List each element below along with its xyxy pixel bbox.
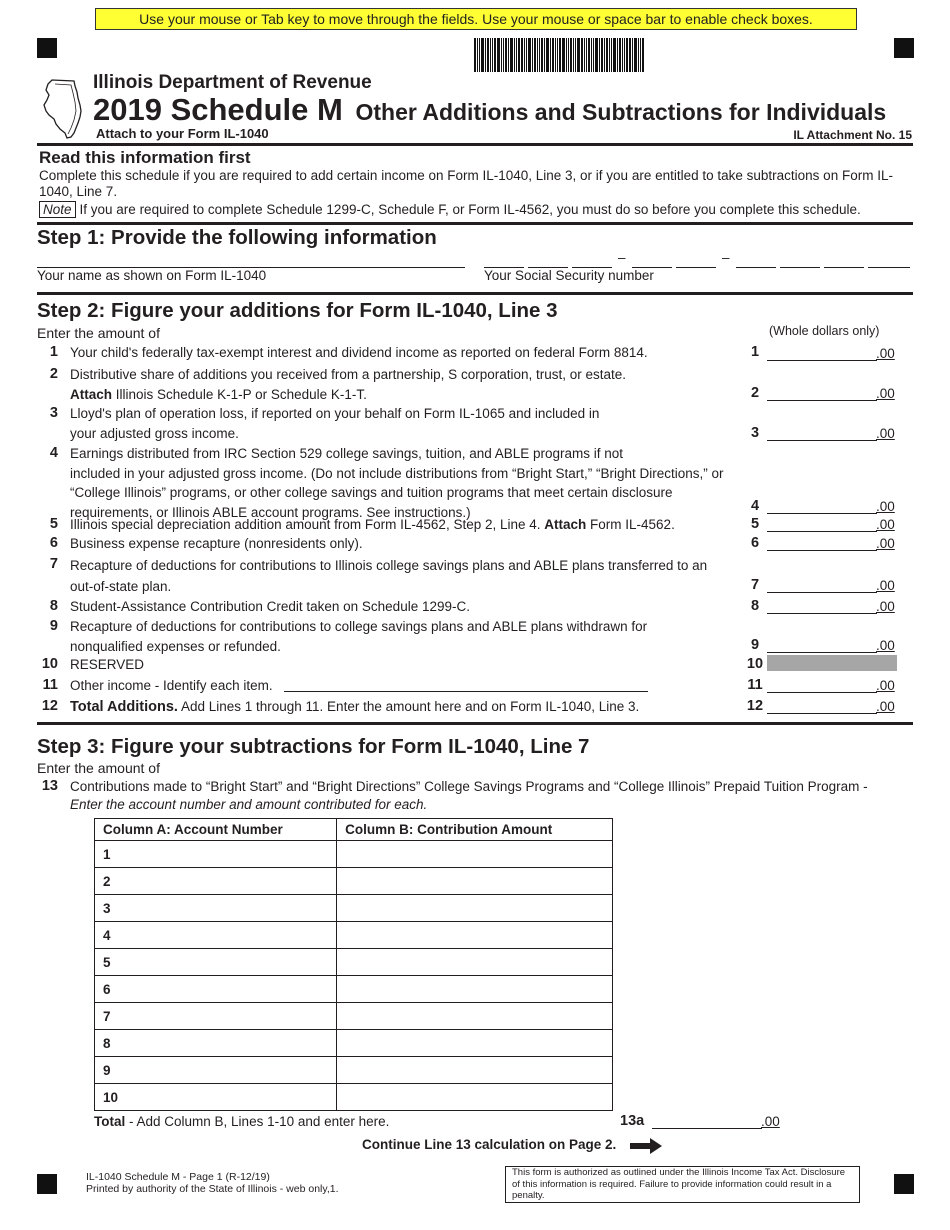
barcode-bar — [521, 38, 523, 72]
line-2-cents: .00 — [876, 386, 895, 401]
name-field[interactable] — [37, 252, 465, 268]
barcode-bar — [477, 38, 478, 72]
line-5-cents: .00 — [876, 517, 895, 532]
line-12-number: 12 — [41, 698, 58, 714]
table-row[interactable] — [95, 868, 613, 895]
table-row[interactable] — [95, 1057, 613, 1084]
line-1-cents: .00 — [876, 346, 895, 361]
barcode-bar — [485, 38, 486, 72]
line-13a-amount[interactable] — [652, 1113, 762, 1129]
line-2-text-b-rest: Illinois Schedule K-1-P or Schedule K-1-T. — [112, 386, 367, 402]
line-7-cents: .00 — [876, 578, 895, 593]
form-title-main: 2019 Schedule M — [93, 92, 343, 127]
line-9-cents: .00 — [876, 638, 895, 653]
line-13-number: 13 — [41, 778, 58, 794]
ssn-digit-5[interactable] — [676, 252, 716, 268]
line-8-right-number: 8 — [750, 598, 760, 614]
account-number-cell[interactable]: 9 — [95, 1057, 337, 1084]
barcode-bar — [555, 38, 556, 72]
barcode-bar — [624, 38, 625, 72]
table-row[interactable] — [95, 841, 613, 868]
account-number-cell[interactable]: 5 — [95, 949, 337, 976]
barcode-bar — [575, 38, 576, 72]
contribution-amount-cell[interactable] — [337, 868, 613, 895]
footer-form-id — [86, 1171, 339, 1195]
line-9-text — [70, 617, 750, 656]
line-8-cents: .00 — [876, 599, 895, 614]
line-6-amount[interactable] — [767, 535, 877, 551]
table-row[interactable] — [95, 949, 613, 976]
line-4-cents: .00 — [876, 499, 895, 514]
line-9-right-number: 9 — [750, 637, 760, 653]
line-12-right-number: 12 — [746, 698, 764, 714]
corner-mark-top-left — [37, 38, 57, 58]
account-number-cell[interactable]: 2 — [95, 868, 337, 895]
barcode-bar — [494, 38, 496, 72]
barcode-bar — [586, 38, 587, 72]
line-5-text — [70, 515, 750, 535]
line-9-text-b: nonqualified expenses or refunded. — [70, 638, 281, 654]
line-4-number: 4 — [49, 445, 58, 461]
barcode-bar — [577, 38, 580, 72]
corner-mark-bottom-right — [894, 1174, 914, 1194]
barcode-bar — [613, 38, 616, 72]
line-11-number: 11 — [42, 677, 58, 693]
line-12-total-bold: Total Additions. — [70, 699, 178, 715]
barcode-bar — [516, 38, 517, 72]
header-rule — [37, 143, 913, 146]
whole-dollars-label: (Whole dollars only) — [769, 324, 880, 338]
line-8-number: 8 — [49, 598, 58, 614]
line-5-attach-bold: Attach — [544, 517, 587, 532]
ssn-field[interactable] — [484, 252, 910, 268]
column-b-header: Column B: Contribution Amount — [337, 819, 613, 841]
line-3-text-b: your adjusted gross income. — [70, 425, 239, 441]
line-13-text-main: Contributions made to “Bright Start” and “Bright Directions” College Savings Programs and “College Illinois” Prepaid Tuition Program - — [70, 779, 868, 794]
line-11-identify-field[interactable] — [284, 676, 648, 692]
barcode-bar — [552, 38, 554, 72]
barcode-bar — [584, 38, 585, 72]
table-row[interactable] — [95, 922, 613, 949]
line-9-amount[interactable] — [767, 637, 877, 653]
contribution-amount-cell[interactable] — [337, 1084, 613, 1111]
line-11-amount[interactable] — [767, 677, 877, 693]
line-7-right-number: 7 — [750, 577, 760, 593]
barcode-bar — [541, 38, 543, 72]
line-4-text — [70, 444, 760, 522]
line-2-amount[interactable] — [767, 385, 877, 401]
line-6-right-number: 6 — [750, 535, 760, 551]
barcode-bar — [524, 38, 525, 72]
line-5-text-a: Illinois special depreciation addition amount from Form IL-4562, Step 2, Line 4. — [70, 517, 545, 532]
barcode-bar — [642, 38, 644, 72]
footer-form-number: IL-1040 Schedule M - Page 1 (R-12/19) — [86, 1171, 270, 1183]
arrow-right-icon — [630, 1138, 662, 1154]
barcode-bar — [546, 38, 549, 72]
barcode-bar — [581, 38, 583, 72]
contribution-amount-cell[interactable] — [337, 1003, 613, 1030]
line-2-attach-bold: Attach — [70, 386, 113, 402]
line-5-number: 5 — [49, 516, 58, 532]
ssn-digit-2[interactable] — [528, 252, 568, 268]
column-a-header: Column A: Account Number — [95, 819, 337, 841]
barcode-bar — [593, 38, 594, 72]
line-5-right-number: 5 — [750, 516, 760, 532]
instruction-banner: Use your mouse or Tab key to move through the fields. Use your mouse or space bar to enable check boxes. — [95, 8, 857, 30]
ssn-digit-3[interactable] — [572, 252, 612, 268]
barcode-bar — [640, 38, 641, 72]
line-2-right-number: 2 — [750, 385, 760, 401]
table-row[interactable] — [95, 1030, 613, 1057]
barcode-bar — [481, 38, 484, 72]
barcode-bar — [479, 38, 480, 72]
line-12-text-rest: Add Lines 1 through 11. Enter the amount here and on Form IL-1040, Line 3. — [177, 699, 640, 714]
barcode-bar — [497, 38, 500, 72]
barcode-bar — [559, 38, 561, 72]
total-text: - Add Column B, Lines 1-10 and enter here. — [125, 1114, 390, 1129]
barcode-bar — [609, 38, 610, 72]
line-5-text-b: Form IL-4562. — [586, 517, 675, 532]
line-10-right-number: 10 — [746, 656, 764, 672]
ssn-digit-1[interactable] — [484, 252, 524, 268]
step1-rule — [37, 222, 913, 225]
line-6-number: 6 — [49, 535, 58, 551]
line-9-text-a: Recapture of deductions for contributions to college savings plans and ABLE plans withdrawn for — [70, 619, 648, 634]
barcode-bar — [508, 38, 509, 72]
line-1-right-number: 1 — [750, 344, 760, 360]
barcode-bar — [604, 38, 605, 72]
line-7-text-a: Recapture of deductions for contributions to Illinois college savings plans and ABLE plans transferred to an — [70, 558, 708, 573]
ssn-digit-8[interactable] — [824, 252, 864, 268]
account-number-cell[interactable]: 10 — [95, 1084, 337, 1111]
continue-note: Continue Line 13 calculation on Page 2. — [362, 1137, 617, 1152]
line-12-cents: .00 — [876, 699, 895, 714]
barcode-bar — [474, 38, 476, 72]
barcode-bar — [629, 38, 631, 72]
line-10-number: 10 — [41, 656, 58, 672]
barcode-bar — [617, 38, 618, 72]
barcode-bar — [537, 38, 538, 72]
read-first-text: Complete this schedule if you are required to add certain income on Form IL-1040, Line 3, or if you are entitled to take subtractions on Form IL-1040, Line 7. — [39, 168, 893, 199]
line-13-instruction: Enter the account number and amount contributed for each. — [70, 796, 428, 812]
barcode-bar — [626, 38, 628, 72]
barcode-bar — [622, 38, 623, 72]
barcode-bar — [611, 38, 612, 72]
line-1-text: Your child's federally tax-exempt interest and dividend income as reported on federal Form 8814. — [70, 345, 648, 360]
barcode-bar — [490, 38, 491, 72]
form-title — [93, 92, 886, 128]
barcode-bar — [606, 38, 608, 72]
line-4-right-number: 4 — [750, 498, 760, 514]
contribution-amount-cell[interactable] — [337, 949, 613, 976]
ssn-dash-2: – — [722, 250, 730, 265]
line-12-amount[interactable] — [767, 698, 877, 714]
barcode-bar — [518, 38, 520, 72]
ssn-label: Your Social Security number — [484, 268, 654, 283]
table-row[interactable] — [95, 895, 613, 922]
contribution-amount-cell[interactable] — [337, 1057, 613, 1084]
barcode-bar — [638, 38, 639, 72]
barcode-bar — [570, 38, 572, 72]
account-number-cell[interactable]: 3 — [95, 895, 337, 922]
barcode-bar — [539, 38, 540, 72]
line-4-text-d: requirements, or Illinois ABLE account programs. See instructions.) — [70, 504, 471, 520]
line-2-text-a: Distributive share of additions you received from a partnership, S corporation, trust, or estate. — [70, 367, 627, 382]
line-3-cents: .00 — [876, 426, 895, 441]
line-7-text-b: out-of-state plan. — [70, 579, 172, 594]
barcode-bar — [487, 38, 489, 72]
step2-rule — [37, 292, 913, 295]
line-3-text-a: Lloyd's plan of operation loss, if reported on your behalf on Form IL-1065 and included in — [70, 406, 600, 421]
barcode-bar — [510, 38, 513, 72]
barcode-bar — [534, 38, 536, 72]
line-6-text: Business expense recapture (nonresidents only). — [70, 536, 363, 551]
line-4-text-b: included in your adjusted gross income. (Do not include distributions from “Bright Start,” “Bright Directions,” or — [70, 465, 724, 481]
barcode-bar — [492, 38, 493, 72]
step3-rule — [37, 722, 913, 725]
barcode-bar — [632, 38, 633, 72]
step1-heading: Step 1: Provide the following information — [37, 226, 437, 249]
line-4-text-a: Earnings distributed from IRC Section 529 college savings, tuition, and ABLE programs if not — [70, 446, 624, 461]
read-first-heading: Read this information first — [39, 148, 251, 167]
barcode-bar — [634, 38, 637, 72]
line-8-amount[interactable] — [767, 598, 877, 614]
step2-heading: Step 2: Figure your additions for Form IL-1040, Line 3 — [37, 299, 558, 322]
line-7-text — [70, 555, 750, 597]
account-number-cell[interactable]: 7 — [95, 1003, 337, 1030]
note-label: Note — [39, 201, 76, 218]
line-12-text — [70, 697, 750, 718]
account-number-cell[interactable]: 8 — [95, 1030, 337, 1057]
corner-mark-top-right — [894, 38, 914, 58]
line-13a-number: 13a — [620, 1113, 645, 1129]
line-1-amount[interactable] — [767, 345, 877, 361]
name-label: Your name as shown on Form IL-1040 — [37, 268, 267, 283]
table-row[interactable] — [95, 1084, 613, 1111]
barcode-bar — [505, 38, 507, 72]
line-11-text: Other income - Identify each item. — [70, 678, 273, 693]
line-2-number: 2 — [49, 366, 58, 382]
line-8-text: Student-Assistance Contribution Credit taken on Schedule 1299-C. — [70, 599, 470, 614]
barcode-bar — [573, 38, 574, 72]
line-3-amount[interactable] — [767, 425, 877, 441]
line-9-number: 9 — [49, 618, 58, 634]
line-13a-cents: .00 — [761, 1114, 780, 1129]
line-11-cents: .00 — [876, 678, 895, 693]
barcode-bar — [562, 38, 565, 72]
barcode — [474, 38, 670, 72]
barcode-bar — [501, 38, 502, 72]
step2-enter-label: Enter the amount of — [37, 325, 160, 341]
ssn-digit-4[interactable] — [632, 252, 672, 268]
account-number-cell[interactable]: 6 — [95, 976, 337, 1003]
line-5-amount[interactable] — [767, 516, 877, 532]
corner-mark-bottom-left — [37, 1174, 57, 1194]
barcode-bar — [601, 38, 603, 72]
barcode-bar — [588, 38, 590, 72]
line-1-number: 1 — [49, 344, 58, 360]
contribution-amount-cell[interactable] — [337, 895, 613, 922]
barcode-bar — [557, 38, 558, 72]
barcode-bar — [503, 38, 504, 72]
agency-name: Illinois Department of Revenue — [93, 72, 372, 93]
disclosure-box: This form is authorized as outlined under the Illinois Income Tax Act. Disclosure of this information is required. Failure to provide information could result in a penalty. — [505, 1166, 860, 1203]
attachment-number: IL Attachment No. 15 — [793, 128, 912, 142]
line-7-number: 7 — [49, 556, 58, 572]
barcode-bar — [544, 38, 545, 72]
table-row[interactable] — [95, 976, 613, 1003]
barcode-bar — [526, 38, 527, 72]
line-10-reserved-shading — [767, 655, 897, 671]
ssn-dash-1: – — [618, 250, 626, 265]
line-6-cents: .00 — [876, 536, 895, 551]
barcode-bar — [528, 38, 531, 72]
line-3-right-number: 3 — [750, 425, 760, 441]
barcode-bar — [568, 38, 569, 72]
footer-printed-by: Printed by authority of the State of Illinois - web only,1. — [86, 1183, 339, 1195]
barcode-bar — [595, 38, 598, 72]
line-11-right-number: 11 — [747, 677, 763, 693]
line-7-amount[interactable] — [767, 577, 877, 593]
barcode-bar — [532, 38, 533, 72]
contribution-table-header — [95, 819, 613, 841]
attach-instruction: Attach to your Form IL-1040 — [96, 126, 269, 141]
line-3-number: 3 — [49, 405, 58, 421]
step3-enter-label: Enter the amount of — [37, 760, 160, 776]
contribution-amount-cell[interactable] — [337, 976, 613, 1003]
note-text: If you are required to complete Schedule 1299-C, Schedule F, or Form IL-4562, you must do so before you complete this schedule. — [79, 202, 861, 217]
contribution-amount-cell[interactable] — [337, 922, 613, 949]
contribution-table — [94, 818, 613, 1111]
barcode-bar — [550, 38, 551, 72]
line-2-text-b — [70, 385, 750, 405]
barcode-bar — [566, 38, 567, 72]
contribution-amount-cell[interactable] — [337, 841, 613, 868]
step3-heading: Step 3: Figure your subtractions for Form IL-1040, Line 7 — [37, 735, 590, 758]
barcode-bar — [514, 38, 515, 72]
line-4-amount[interactable] — [767, 498, 877, 514]
line-10-text: RESERVED — [70, 657, 145, 672]
illinois-state-logo — [38, 78, 88, 140]
barcode-bar — [599, 38, 600, 72]
table-row[interactable] — [95, 1003, 613, 1030]
form-subtitle: Other Additions and Subtractions for Individuals — [355, 99, 887, 125]
note-line — [39, 201, 861, 218]
contribution-amount-cell[interactable] — [337, 1030, 613, 1057]
barcode-bar — [619, 38, 621, 72]
line-13-text — [70, 777, 910, 812]
account-number-cell[interactable]: 1 — [95, 841, 337, 868]
ssn-digit-9[interactable] — [868, 252, 910, 268]
line-2-text — [70, 365, 750, 404]
line-3-text — [70, 404, 750, 443]
barcode-bar — [591, 38, 592, 72]
ssn-digit-7[interactable] — [780, 252, 820, 268]
ssn-digit-6[interactable] — [736, 252, 776, 268]
account-number-cell[interactable]: 4 — [95, 922, 337, 949]
total-line — [94, 1114, 389, 1129]
line-4-text-c: “College Illinois” programs, or other college savings and tuition programs that meet certain disclosure — [70, 485, 673, 500]
total-bold: Total — [94, 1114, 126, 1129]
